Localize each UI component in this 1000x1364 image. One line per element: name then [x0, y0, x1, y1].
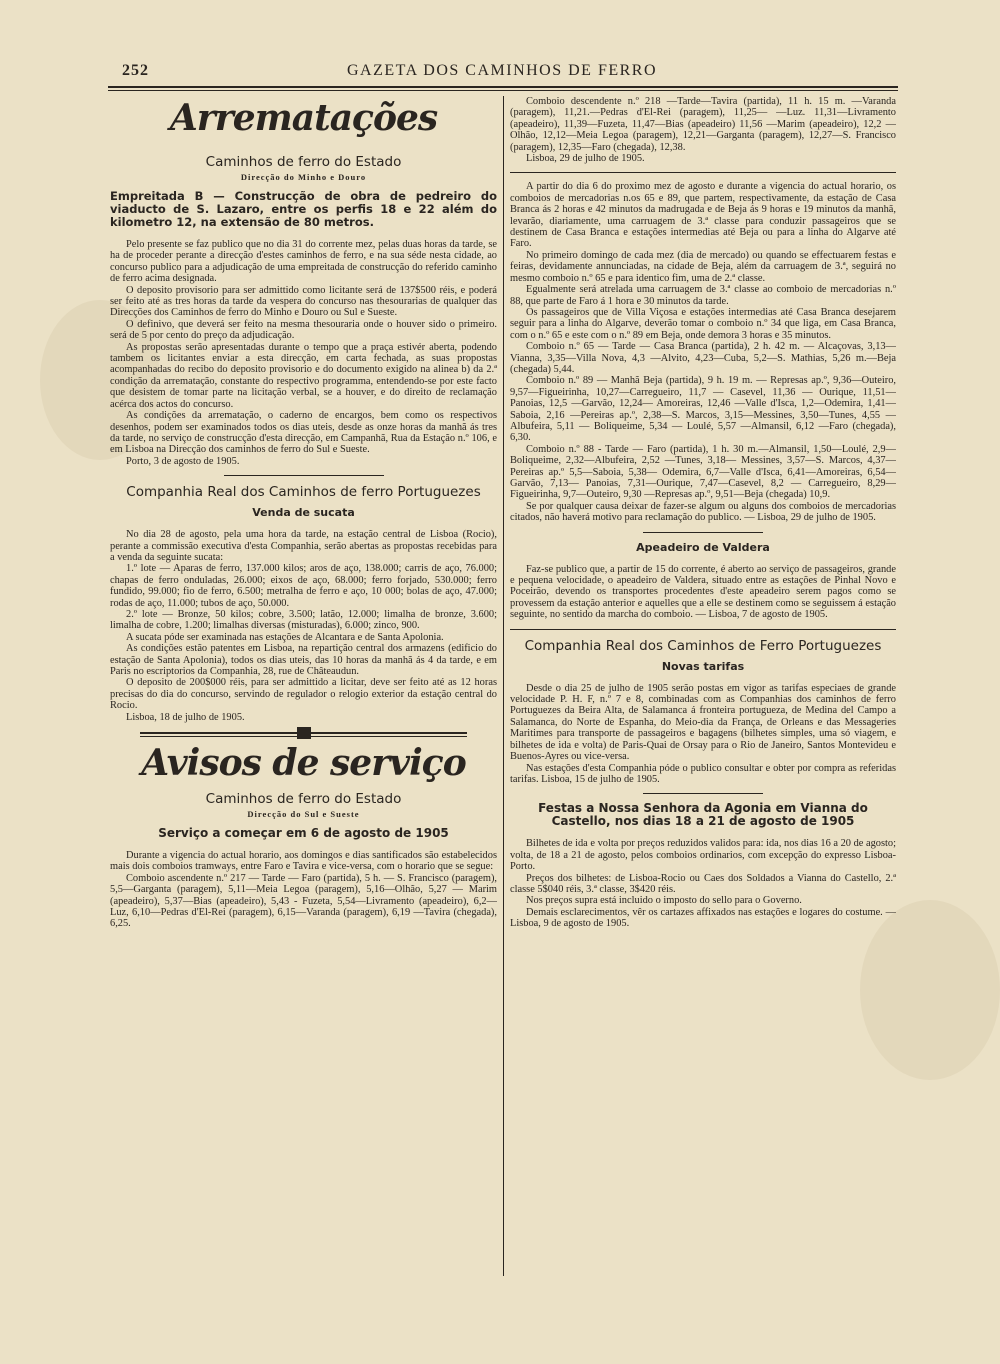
header-rule [108, 86, 898, 88]
paragraph: Nos preços supra está incluido o imposto do sello para o Governo. [526, 895, 802, 907]
paragraph: A sucata póde ser examinada nas estações de Alcantara e de Santa Apolonia. [126, 631, 444, 643]
page-header [108, 62, 896, 84]
publication-title: GAZETA DOS CAMINHOS DE FERRO [346, 62, 658, 79]
page-number: 252 [122, 62, 149, 79]
timetable-paragraph: Comboio n.º 89 — Manhã Beja (partida), 9 h. 19 m. — Represas ap.º, 9,36—Outeiro, 9,57—Figueirinha, 10,27—Carregueiro, 11,7 — Casevel, 11,36 — Ourique, 11,51—Panoias, 12,5 —Garvão, 12,24— Amoreiras, 12,46 —Valle d'Isca, 1,2—Odemira, 1,41—Saboia, 2,16 —Pereiras ap.º, 2,38—S. Marcos, 3,15—Messines, 3,50—Tunes, 4,55 —Albufeira, 5,11 — Boliqueime, 5,34 — Loulé, 5,57 —Almansil, 6,12 —Faro (chegada), 6,30. [510, 375, 896, 444]
paragraph: Durante a vigencia do actual horario, aos domingos e dias santificados são estabelecidos mais dois comboios tramways, entre Faro e Tavira e vice-versa, com o horario que se segue: [110, 850, 497, 873]
section-title-avisos: Avisos de serviço [141, 742, 466, 785]
section-rule [510, 172, 896, 173]
directorate-subheading: Direcção do Sul e Sueste [247, 809, 360, 820]
section-title-arrematacoes: Arrematações [169, 97, 438, 139]
left-column [110, 96, 497, 1278]
organization-heading: Caminhos de ferro do Estado [205, 154, 402, 170]
section-rule [643, 793, 763, 794]
paragraph: Demais esclarecimentos, vêr os cartazes affixados nas estações e logares do costume. — Lisboa, 9 de agosto de 1905. [510, 906, 896, 930]
signature-line: Porto, 3 de agosto de 1905. [126, 455, 240, 467]
paragraph: As condições estão patentes em Lisboa, na repartição central dos armazens (edificio do estação de Santa Apolonia), todos os dias uteis, das 10 horas da manhã ás 4 da tarde, e em Paris no escriptorios da Companhia, 28, rue de Châteaudun. [110, 643, 497, 677]
signature-line: Lisboa, 18 de julho de 1905. [126, 711, 245, 723]
notice-heading: Apeadeiro de Valdera [636, 540, 770, 554]
header-rule-thin [108, 90, 898, 91]
paragraph: No dia 28 de agosto, pela uma hora da tarde, na estação central de Lisboa (Rocio), perante a commissão executiva d'esta Companhia, serão abertas as propostas recebidas para a venda da seguinte sucata: [110, 529, 497, 563]
paragraph: O deposito de 200$000 réis, para ser admittido a licitar, deve ser feito até as 12 horas precisas do dia do concurso, servindo de regulador o relogio exterior da estação central do Rocio. [110, 677, 497, 712]
timetable-paragraph: Comboio n.º 88 - Tarde — Faro (partida), 1 h. 30 m.—Almansil, 1,50—Loulé, 2,9—Boliqueime, 2,32—Albufeira, 2,52 —Tunes, 3,18— Messines, 3,57—S. Marcos, 4,37—Pereiras ap.º 5,5—Saboia, 5,38— Odemira, 6,7—Valle d'Isca, 6,41—Amoreiras, 6,54—Garvão, 7,13— Panoias, 7,31—Ourique, 7,47—Casevel, 8,2 — Carregueiro, 8,29—Figueirinha, 9,7—Outeiro, 9,30 —Represas ap.º, 9,51—Beja (chegada) 10,9. [510, 443, 896, 501]
paragraph: Pelo presente se faz publico que no dia 31 do corrente mez, pelas duas horas da tarde, se ha de proceder perante a direcção d'estes caminhos de ferro, e na sua séde nesta cidade, ao concurso publico para a adjudicação de uma empreitada de construcção do referido caminho de ferro acima designada. [110, 239, 497, 285]
paragraph: Se por qualquer causa deixar de fazer-se algum ou alguns dos comboios de mercadorias citados, não haverá motivo para reclamação do publico. — Lisboa, 29 de julho de 1905. [510, 500, 896, 524]
column-divider [503, 96, 504, 1276]
paragraph: Preços dos bilhetes: de Lisboa-Rocio ou Caes dos Soldados a Vianna do Castello, 2.ª classe 5$040 réis, 3.ª classe, 3$420 réis. [510, 872, 896, 895]
paragraph: Bilhetes de ida e volta por preços reduzidos validos para: ida, nos dias 16 a 20 de agosto; volta, de 18 a 21 de agosto, pelos comboios ordinarios, com excepção do expresso Lisboa-Porto. [510, 838, 896, 873]
right-column [510, 96, 896, 1278]
directorate-subheading: Direcção do Minho e Douro [240, 172, 367, 182]
paragraph: A partir do dia 6 do proximo mez de agosto e durante a vigencia do actual horario, os comboios de mercadorias n.os 65 e 89, que partem, respectivamente, da estação de Casa Branca ás 2 horas e 42 minutos da madrugada e de Beja ás 9 horas e 19 minutos da manhã, levarão, diariamente, uma carruagem de 3.ª classe para conduzir passageiros que se destinem de Casa Branca e estações intermedias até Beja ou para a linha do Algarve até Faro. [510, 181, 896, 250]
paragraph: Faz-se publico que, a partir de 15 do corrente, é aberto ao serviço de passageiros, grande e pequena velocidade, o apeadeiro de Valdera, situado entre as estações de Pinhal Novo e Poceirão, devendo os transportes procedentes d'este apeadeiro serem pagos como se provessem da estação anterior e aquelles que a elle se destinem como se seguissem á estação seguinte, no sentido da marcha do comboio. — Lisboa, 7 de agosto de 1905. [510, 563, 896, 621]
paragraph: As propostas serão apresentadas durante o tempo que a praça estivér aberta, podendo tambem os licitantes enviar a esta direcção, em carta fechada, as suas propostas acompanhadas do recibo do deposito provisorio e do documento exigido na alinea b) da 2.ª condição da arrematação, constante do respectivo programma, entendendo-se por este facto que desistem de tomar parte na licitação verbal, se a houver, e do direito de reclamação acérca dos actos do concurso. [110, 341, 497, 410]
paragraph: 1.º lote — Aparas de ferro, 137.000 kilos; aros de aço, 138.000; carris de aço, 76.000; chapas de ferro onduladas, 26.000; eixos de aço, 68.000; ferro forjado, 530.000; ferro fundido, 99.000; fio de ferro, 6.500; metralha de ferro e aço, 10 000; bolas de aço, 47.000; rodas de aço, 11.000; tubos de aço, 50.000. [110, 563, 497, 609]
signature-line: Lisboa, 29 de julho de 1905. [526, 153, 645, 165]
timetable-paragraph: Comboio descendente n.º 218 —Tarde—Tavira (partida), 11 h. 15 m. —Varanda (paragem), 11,21.—Pedras d'El-Rei (paragem), 11,25— —Luz. 11,31—Livramento (apeadeiro), 11,39—Fuzeta, 11,47—Bias (apeadeiro) 11,56 —Marim (apeadeiro), 12,2 — Olhão, 12,12—Meia Legoa (paragem), 12,21—Garganta (paragem), 12,27—S. Francisco (paragem), 12,35—Faro (chegada), 12,38. [510, 96, 896, 153]
timetable-paragraph: Comboio n.º 65 — Tarde — Casa Branca (partida), 2 h. 42 m. — Alcaçovas, 3,13—Vianna, 3,35—Villa Nova, 4,3 —Alvito, 4,23—Cuba, 5,2—S. Mathias, 5,26 m.—Beja (chegada) 5,44. [510, 341, 896, 375]
section-rule [224, 475, 384, 476]
paragraph: No primeiro domingo de cada mez (dia de mercado) ou quando se effectuarem festas e feiras, devidamente annunciadas, na cidade de Beja, além da carruagem de 3.ª, seguirá no mesmo comboio n.º 65 e para identico fim, uma de 2.ª classe. [510, 249, 896, 284]
paragraph: Nas estações d'esta Companhia póde o publico consultar e obter por compra as referidas tarifas. Lisboa, 15 de julho de 1905. [510, 762, 896, 785]
notice-heading: Empreitada B — Construcção de obra de pedreiro do viaducto de S. Lazaro, entre os perfis 18 e 22 além do kilometro 12, na extensão de 80 metros. [110, 189, 497, 229]
organization-heading: Companhia Real dos Caminhos de ferro Portuguezes [126, 484, 481, 501]
paragraph: As condições da arrematação, o caderno de encargos, bem como os respectivos desenhos, podem ser examinados todos os dias uteis, desde as onze horas da manhã ás tres da tarde, no serviço de construcção d'esta direcção, em Campanhã, Rua da Estação n.º 106, e em Lisboa na Direcção dos caminhos de ferro do Sul e Sueste. [110, 410, 497, 456]
notice-heading: Serviço a começar em 6 de agosto de 1905 [158, 826, 449, 841]
notice-subheading: Venda de sucata [252, 506, 355, 520]
paragraph: O deposito provisorio para ser admittido como licitante será de 137$500 réis, e poderá ser feito até as tres horas da tarde da vespera do concurso nas thesourarias de qualquer das Direcções dos Caminhos de ferro do Minho e Douro ou Sul e Sueste. [110, 284, 497, 319]
paragraph: O definivo, que deverá ser feito na mesma thesouraria onde o houver sido o primeiro. será de 5 por cento do preço da adjudicação. [110, 318, 497, 342]
timetable-paragraph: Comboio ascendente n.º 217 — Tarde — Faro (partida), 5 h. — S. Francisco (paragem), 5,5—Garganta (paragem), 5,11—Meia Legoa (paragem), 5,16—Olhão, 5,27 — Marim (apeadeiro), 5,37—Bias (apeadeiro), 5,43 - Fuzeta, 5,54—Livramento (apeadeiro), 6,2—Luz, 6,10—Pedras d'El-Rei (paragem), 6,15—Varanda (paragem), 6,19 —Tavira (chegada), 6,25. [110, 872, 497, 930]
paragraph: 2.º lote — Bronze, 50 kilos; cobre, 3.500; latão, 12.000; limalha de bronze, 3.600; limalha de cobre, 1.200; limalhas diversas (misturadas), 6.000; zinco, 900. [110, 608, 497, 632]
notice-heading: Festas a Nossa Senhora da Agonia em Vianna do Castello, nos dias 18 a 21 de agosto de 1905 [538, 801, 868, 829]
organization-heading: Caminhos de ferro do Estado [205, 791, 402, 808]
notice-subheading: Novas tarifas [661, 659, 745, 673]
organization-heading: Companhia Real dos Caminhos de Ferro Portuguezes [524, 637, 882, 654]
paragraph: Os passageiros que de Villa Viçosa e estações intermedias até Casa Branca desejarem seguir para a linha do Algarve, deverão tomar o comboio n.º 34 que liga, em Casa Branca, com o n.º 65 e este com o n.º 89 em Beja, onde demora 3 horas e 35 minutos. [510, 306, 896, 341]
paragraph: Desde o dia 25 de julho de 1905 serão postas em vigor as tarifas especiaes de grande velocidade P. H. F, n.º 7 e 8, combinadas com as Companhias dos caminhos de ferro Portuguezes da Beira Alta, de Salamanca á fronteira portugueza, de Medina del Campo a Salamanca, do Norte de Espanha, do Meio-dia da França, de Orleans e das Messageries Maritimes para transporte de passageiros e bagagens (bilhetes simples, uma só viagem, e bilhetes de ida e volta) de Paris-Quai de Orsay para o Rio de Janeiro, Santos Montevideu e Buenos-Ayres ou vice-versa. [510, 682, 896, 763]
section-rule [510, 629, 896, 630]
ornamental-divider [140, 727, 467, 739]
paragraph: Egualmente será atrelada uma carruagem de 3.ª classe ao comboio de mercadorias n.º 88, que parte de Faro á 1 hora e 30 minutos da tarde. [510, 284, 896, 307]
section-rule [643, 532, 763, 533]
